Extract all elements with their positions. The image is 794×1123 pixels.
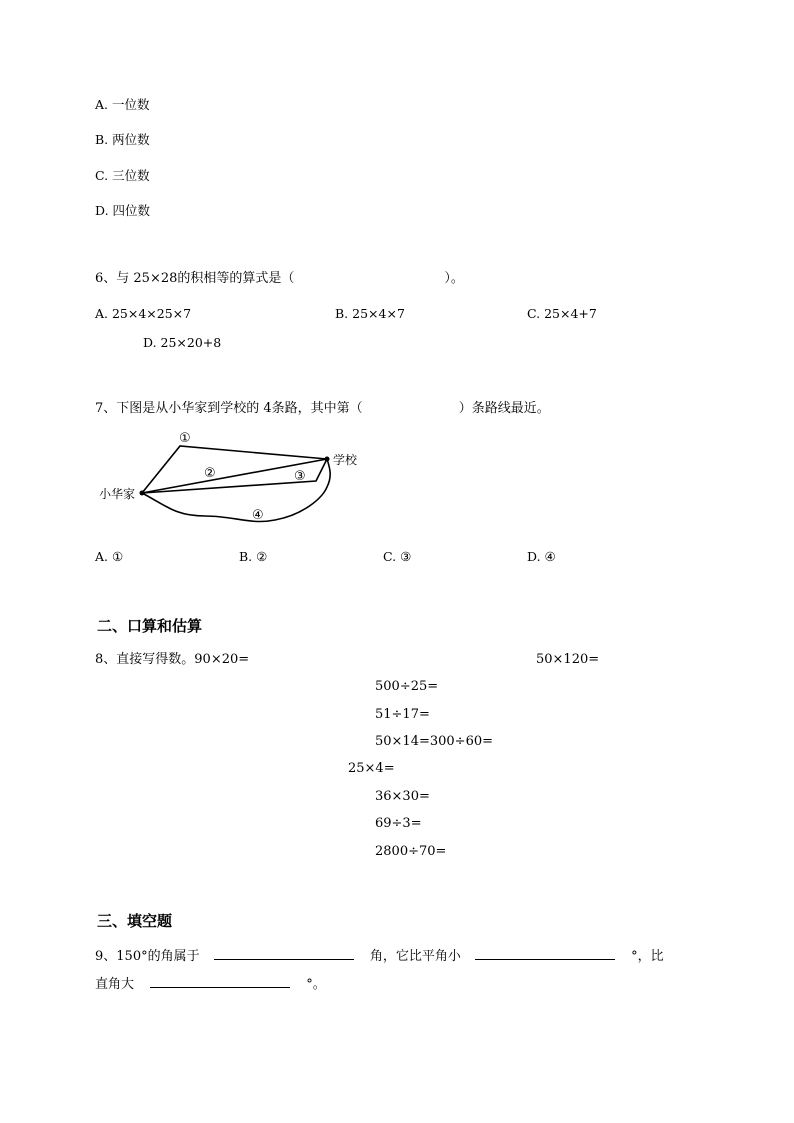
q7-option-d: D. ④ [527,549,556,564]
q9-text-4: 直角大 [95,977,135,992]
home-point [140,491,145,496]
home-label: 小华家 [99,487,136,501]
q5-option-c: C. 三位数 [95,168,150,183]
q8-item-8: 2800÷70= [375,844,447,859]
q9-blank-2[interactable] [475,947,615,960]
q5-option-b: B. 两位数 [95,132,150,147]
route-3-label: ③ [294,469,306,484]
q6-option-b: B. 25×4×7 [335,306,405,321]
q6-suffix: ）。 [444,271,464,286]
q9-text-5: °。 [306,977,326,992]
q7-suffix: ）条路线最近。 [458,401,550,416]
section-2-title: 二、口算和估算 [97,617,203,635]
q9-text-2: 角，它比平角小 [369,949,461,964]
q9-text-3: °，比 [631,949,664,964]
q8-item-4: 50×14=300÷60= [375,734,494,749]
question-8: 8、直接写得数。90×20= [95,652,250,667]
q8-item-7: 69÷3= [375,816,422,831]
q6-option-c: C. 25×4+7 [527,306,597,321]
q7-prefix: 7、下图是从小华家到学校的 4条路，其中第（ [95,401,363,416]
q7-option-a: A. ① [95,549,124,564]
q8-item-3: 51÷17= [375,707,430,722]
route-1-label: ① [179,431,191,446]
section-3-title: 三、填空题 [97,912,173,930]
school-label: 学校 [333,453,358,467]
route-4-label: ④ [252,508,264,523]
route-diagram [0,0,794,560]
q9-blank-1[interactable] [214,947,354,960]
q9-text-1: 9、150°的角属于 [95,949,200,964]
q7-option-c: C. ③ [383,549,412,564]
q8-item-2: 500÷25= [375,679,439,694]
q8-item-5: 25×4= [348,761,395,776]
q8-item-1: 50×120= [536,652,600,667]
school-point [325,457,330,462]
q5-option-d: D. 四位数 [95,203,151,218]
q7-option-b: B. ② [239,549,268,564]
question-9-line-1 [95,947,664,965]
route-2-label: ② [204,466,216,481]
q9-blank-3[interactable] [150,975,290,988]
q6-option-d: D. 25×20+8 [143,335,222,350]
q6-option-a: A. 25×4×25×7 [95,306,192,321]
question-9-line-2 [95,975,326,993]
q5-option-a: A. 一位数 [95,97,150,112]
q6-prefix: 6、与 25×28的积相等的算式是（ [95,271,295,286]
q8-item-6: 36×30= [375,789,430,804]
